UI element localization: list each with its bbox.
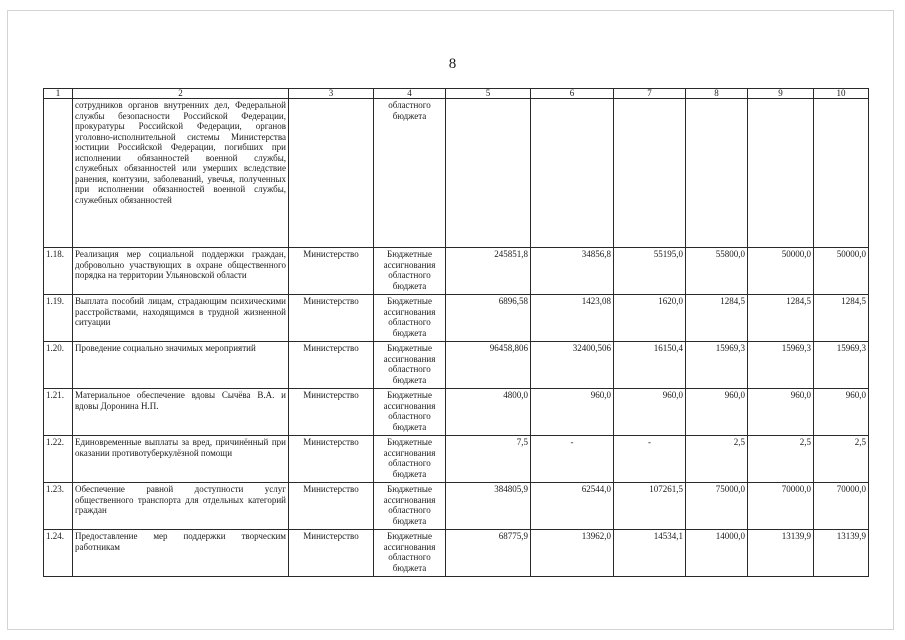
row-number: 1.24. [44,530,73,577]
row-source: областного бюджета [374,99,446,248]
row-org: Министерство [289,436,374,483]
value-cell: 68775,9 [446,530,531,577]
budget-table [43,88,869,577]
value-cell: 32400,506 [531,342,614,389]
row-description: Материальное обеспечение вдовы Сычёва В.А. и вдовы Доронина Н.П. [73,389,289,436]
row-number: 1.20. [44,342,73,389]
value-cell: 2,5 [814,436,869,483]
value-cell: 55195,0 [614,248,686,295]
table-row [44,342,869,389]
value-cell: 14534,1 [614,530,686,577]
row-org: Министерство [289,342,374,389]
row-source: Бюджетные ассигнования областного бюджета [374,295,446,342]
value-cell: 50000,0 [748,248,814,295]
row-number: 1.22. [44,436,73,483]
value-cell: - [531,436,614,483]
row-org: Министерство [289,389,374,436]
row-org: Министерство [289,248,374,295]
value-cell: 2,5 [686,436,748,483]
value-cell: 1284,5 [814,295,869,342]
table-row [44,530,869,577]
value-cell: 107261,5 [614,483,686,530]
table-row [44,295,869,342]
value-cell: 4800,0 [446,389,531,436]
row-number [44,99,73,248]
row-description: сотрудников органов внутренних дел, Федеральной службы безопасности Российской Федерации, прокуратуры Российской Федерации, органов уголовно-исполнительной системы Министерства юстиции Российской Федерации, погибших при исполнении обязанностей военной службы, служебных обязанностей или умерших вследствие ранения, контузии, заболеваний, увечья, полученных при исполнении обязанностей военной службы, служебных обязанностей [73,99,289,248]
value-cell: 34856,8 [531,248,614,295]
header-cell: 10 [814,89,869,99]
value-cell: 50000,0 [814,248,869,295]
value-cell: 15969,3 [814,342,869,389]
page-number: 8 [448,56,457,72]
value-cell: - [614,436,686,483]
row-source: Бюджетные ассигнования областного бюджета [374,483,446,530]
value-cell: 7,5 [446,436,531,483]
row-source: Бюджетные ассигнования областного бюджета [374,248,446,295]
row-number: 1.23. [44,483,73,530]
row-source: Бюджетные ассигнования областного бюджета [374,389,446,436]
value-cell: 15969,3 [748,342,814,389]
row-description: Единовременные выплаты за вред, причинённый при оказании противотуберкулёзной помощи [73,436,289,483]
value-cell: 70000,0 [814,483,869,530]
row-source: Бюджетные ассигнования областного бюджета [374,530,446,577]
value-cell [748,99,814,248]
value-cell [614,99,686,248]
value-cell [814,99,869,248]
value-cell: 245851,8 [446,248,531,295]
value-cell: 1284,5 [686,295,748,342]
header-cell: 1 [44,89,73,99]
table-row [44,483,869,530]
row-org: Министерство [289,530,374,577]
table-row [44,248,869,295]
value-cell: 13962,0 [531,530,614,577]
header-cell: 7 [614,89,686,99]
value-cell: 6896,58 [446,295,531,342]
table-row [44,436,869,483]
header-cell: 9 [748,89,814,99]
value-cell: 14000,0 [686,530,748,577]
value-cell [446,99,531,248]
value-cell: 13139,9 [748,530,814,577]
value-cell: 16150,4 [614,342,686,389]
value-cell: 13139,9 [814,530,869,577]
value-cell: 1423,08 [531,295,614,342]
row-description: Обеспечение равной доступности услуг общественного транспорта для отдельных категорий граждан [73,483,289,530]
value-cell: 2,5 [748,436,814,483]
value-cell: 96458,806 [446,342,531,389]
header-cell: 6 [531,89,614,99]
table-row [44,389,869,436]
value-cell: 960,0 [686,389,748,436]
row-description: Выплата пособий лицам, страдающим психическими расстройствами, находящимся в трудной жизненной ситуации [73,295,289,342]
value-cell: 384805,9 [446,483,531,530]
row-number: 1.21. [44,389,73,436]
row-org: Министерство [289,483,374,530]
value-cell: 960,0 [748,389,814,436]
header-cell: 5 [446,89,531,99]
header-cell: 2 [73,89,289,99]
row-source: Бюджетные ассигнования областного бюджета [374,436,446,483]
value-cell: 62544,0 [531,483,614,530]
value-cell: 1620,0 [614,295,686,342]
value-cell: 960,0 [814,389,869,436]
row-number: 1.19. [44,295,73,342]
row-description: Предоставление мер поддержки творческим работникам [73,530,289,577]
value-cell: 75000,0 [686,483,748,530]
value-cell: 960,0 [531,389,614,436]
value-cell: 55800,0 [686,248,748,295]
value-cell: 15969,3 [686,342,748,389]
value-cell: 1284,5 [748,295,814,342]
header-cell: 3 [289,89,374,99]
row-org [289,99,374,248]
row-number: 1.18. [44,248,73,295]
value-cell [531,99,614,248]
row-org: Министерство [289,295,374,342]
header-cell: 8 [686,89,748,99]
row-description: Реализация мер социальной поддержки граждан, добровольно участвующих в охране общественного порядка на территории Ульяновской области [73,248,289,295]
value-cell [686,99,748,248]
header-row [44,89,869,99]
value-cell: 70000,0 [748,483,814,530]
value-cell: 960,0 [614,389,686,436]
header-cell: 4 [374,89,446,99]
row-description: Проведение социально значимых мероприятий [73,342,289,389]
row-source: Бюджетные ассигнования областного бюджета [374,342,446,389]
table-row [44,99,869,248]
